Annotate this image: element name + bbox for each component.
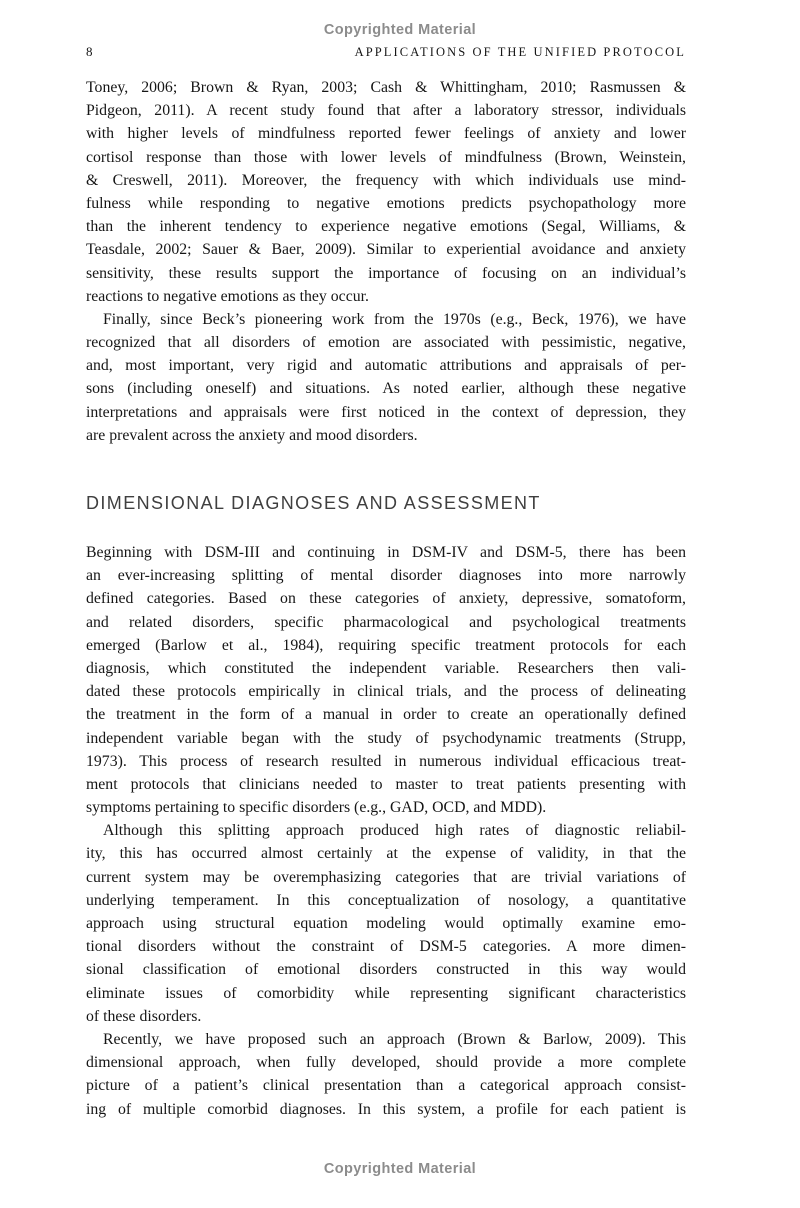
paragraph <box>86 541 686 819</box>
text-line: Pidgeon, 2011). A recent study found that after a laboratory stressor, individuals <box>86 102 686 120</box>
running-header: APPLICATIONS OF THE UNIFIED PROTOCOL <box>354 45 686 59</box>
text-line: fulness while responding to negative emotions predicts psychopathology more <box>86 194 686 212</box>
text-line: are prevalent across the anxiety and mood disorders. <box>86 426 418 444</box>
text-line: tional disorders without the constraint of DSM-5 categories. A more dimen- <box>86 938 686 956</box>
text-line: approach using structural equation modeling would optimally examine emo- <box>86 915 686 932</box>
text-line: ment protocols that clinicians needed to master to treat patients presenting with <box>86 775 686 793</box>
page-header <box>86 44 686 60</box>
text-line: sional classification of emotional disorders constructed in this way would <box>86 961 686 979</box>
text-line: and, most important, very rigid and automatic attributions and appraisals of per- <box>86 357 686 375</box>
text-line: recognized that all disorders of emotion are associated with pessimistic, negative, <box>86 334 686 352</box>
text-line: defined categories. Based on these categories of anxiety, depressive, somatoform, <box>86 590 686 608</box>
text-line: ing of multiple comorbid diagnoses. In this system, a profile for each patient is <box>86 1100 686 1118</box>
text-line: than the inherent tendency to experience negative emotions (Segal, Williams, & <box>86 218 686 236</box>
text-line: 1973). This process of research resulted in numerous individual efficacious treat- <box>86 752 686 770</box>
top-watermark: Copyrighted Material <box>323 22 477 38</box>
text-line: and related disorders, specific pharmacological and psychological treatments <box>86 613 686 631</box>
text-line: current system may be overemphasizing categories that are trivial variations of <box>86 868 686 886</box>
text-line: Although this splitting approach produced high rates of diagnostic reliabil- <box>103 822 686 840</box>
text-line: picture of a patient’s clinical presentation than a categorical approach consist- <box>86 1077 686 1095</box>
text-line: Beginning with DSM-III and continuing in DSM-IV and DSM-5, there has been <box>86 544 686 561</box>
text-line: reactions to negative emotions as they occur. <box>86 287 369 305</box>
text-line: diagnosis, which constituted the independent variable. Researchers then vali- <box>86 659 686 677</box>
text-line: symptoms pertaining to specific disorders (e.g., GAD, OCD, and MDD). <box>86 799 547 817</box>
text-line: underlying temperament. In this conceptualization of nosology, a quantitative <box>86 891 686 909</box>
bottom-watermark: Copyrighted Material <box>323 1161 477 1177</box>
text-line: Toney, 2006; Brown & Ryan, 2003; Cash & Whittingham, 2010; Rasmussen & <box>86 79 686 96</box>
paragraph <box>86 819 686 1028</box>
text-line: cortisol response than those with lower levels of mindfulness (Brown, Weinstein, <box>86 148 686 166</box>
text-line: Recently, we have proposed such an approach (Brown & Barlow, 2009). This <box>103 1030 686 1048</box>
text-line: eliminate issues of comorbidity while representing significant characteristics <box>86 984 686 1002</box>
text-line: Finally, since Beck’s pioneering work from the 1970s (e.g., Beck, 1976), we have <box>103 310 686 328</box>
text-line: & Creswell, 2011). Moreover, the frequency with which individuals use mind- <box>86 171 686 189</box>
text-line: sensitivity, these results support the importance of focusing on an individual’s <box>86 264 686 282</box>
text-line: sons (including oneself) and situations. As noted earlier, although these negative <box>86 380 686 398</box>
page-body <box>86 76 686 1121</box>
page-number: 8 <box>86 44 93 59</box>
text-line: ity, this has occurred almost certainly at the expense of validity, in that the <box>86 845 686 863</box>
text-line: of these disorders. <box>86 1007 202 1025</box>
paragraph <box>86 308 686 447</box>
text-line: dated these protocols empirically in clinical trials, and the process of delineating <box>86 683 686 701</box>
text-line: interpretations and appraisals were first noticed in the context of depression, they <box>86 403 686 421</box>
text-line: dimensional approach, when fully developed, should provide a more complete <box>86 1054 686 1072</box>
text-line: an ever-increasing splitting of mental disorder diagnoses into more narrowly <box>86 567 686 585</box>
text-line: with higher levels of mindfulness reported fewer feelings of anxiety and lower <box>86 125 686 143</box>
text-line: independent variable began with the study of psychodynamic treatments (Strupp, <box>86 729 686 747</box>
section-heading: DIMENSIONAL DIAGNOSES AND ASSESSMENT <box>86 493 541 513</box>
paragraph <box>86 1028 686 1121</box>
text-line: Teasdale, 2002; Sauer & Baer, 2009). Similar to experiential avoidance and anxiety <box>86 241 686 259</box>
text-line: the treatment in the form of a manual in order to create an operationally defined <box>86 706 686 724</box>
text-line: emerged (Barlow et al., 1984), requiring specific treatment protocols for each <box>86 636 686 654</box>
paragraph <box>86 76 686 308</box>
